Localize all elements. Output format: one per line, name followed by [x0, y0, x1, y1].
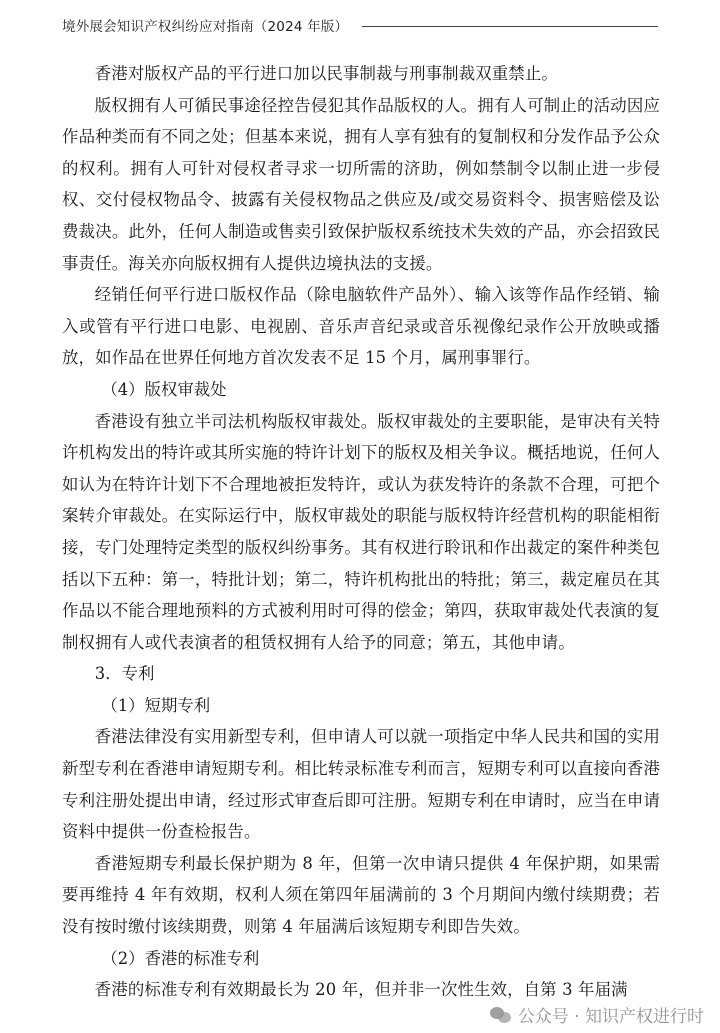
- watermark: [490, 1002, 704, 1027]
- heading-patents: 3．专利: [94, 664, 155, 684]
- document-body: [62, 58, 660, 1006]
- header-rule: [362, 26, 658, 27]
- paragraph-short-term-duration: 香港短期专利最长保护期为 8 年，但第一次申请只提供 4 年保护期，如果需要再维持 4 年有效期，权利人须在第四年届满前的 3 个月期间内缴付续期费；若没有按时缴付该续期费，则第 4 年届满后该短期专利即告失效。: [62, 853, 660, 937]
- paragraph-short-term-patent: 香港法律没有实用新型专利，但申请人可以就一项指定中华人民共和国的实用新型专利在香港申请短期专利。相比转录标准专利而言，短期专利可以直接向香港专利注册处提出申请，经过形式审查后即可注册。短期专利在申请时，应当在申请资料中提供一份查检报告。: [62, 727, 660, 842]
- heading-copyright-tribunal: （4）版权审裁处: [101, 379, 227, 399]
- heading-short-term-patent: （1）短期专利: [101, 695, 211, 715]
- paragraph-standard-patent: 香港的标准专利有效期最长为 20 年，但并非一次性生效，自第 3 年届满: [94, 980, 628, 1000]
- heading-standard-patent: （2）香港的标准专利: [101, 948, 260, 968]
- paragraph-parallel-import: 香港对版权产品的平行进口加以民事制裁与刑事制裁双重禁止。: [94, 64, 558, 83]
- header-title: 境外展会知识产权纠纷应对指南（2024 年版）: [62, 19, 349, 35]
- paragraph-criminal-offence: 经销任何平行进口版权作品（除电脑软件产品外）、输入该等作品作经销、输入或管有平行进口电影、电视剧、音乐声音纪录或音乐视像纪录作公开放映或播放，如作品在世界任何地方首次发表不足 15 个月，属刑事罪行。: [62, 285, 660, 368]
- paragraph-copyright-tribunal: 香港设有独立半司法机构版权审裁处。版权审裁处的主要职能，是审决有关特许机构发出的特许或其所实施的特许计划下的版权及相关争议。概括地说，任何人如认为在特许计划下不合理地被拒发特许，或认为获发特许的条款不合理，可把个案转介审裁处。在实际运行中，版权审裁处的职能与版权特许经营机构的职能相衔接，专门处理特定类型的版权纠纷事务。其有权进行聆讯和作出裁定的案件种类包括以下五种：第一，特批计划；第二，特许机构批出的特批；第三，裁定雇员在其作品以不能合理地预料的方式被利用时可得的偿金；第四，获取审裁处代表演的复制权拥有人或代表演者的租赁权拥有人给予的同意；第五，其他申请。: [62, 411, 660, 652]
- wechat-icon: [490, 1004, 512, 1026]
- paragraph-civil-remedies: 版权拥有人可循民事途径控告侵犯其作品版权的人。拥有人可制止的活动因应作品种类而有不同之处；但基本来说，拥有人享有独有的复制权和分发作品予公众的权利。拥有人可针对侵权者寻求一切所需的济助，例如禁制令以制止进一步侵权、交付侵权物品令、披露有关侵权物品之供应及/或交易资料令、损害赔偿及讼费裁决。此外，任何人制造或售卖引致保护版权系统技术失效的产品，亦会招致民事责任。海关亦向版权拥有人提供边境执法的支援。: [62, 95, 660, 273]
- watermark-text: 公众号 · 知识产权进行时: [517, 1007, 704, 1027]
- page-header: [62, 14, 658, 36]
